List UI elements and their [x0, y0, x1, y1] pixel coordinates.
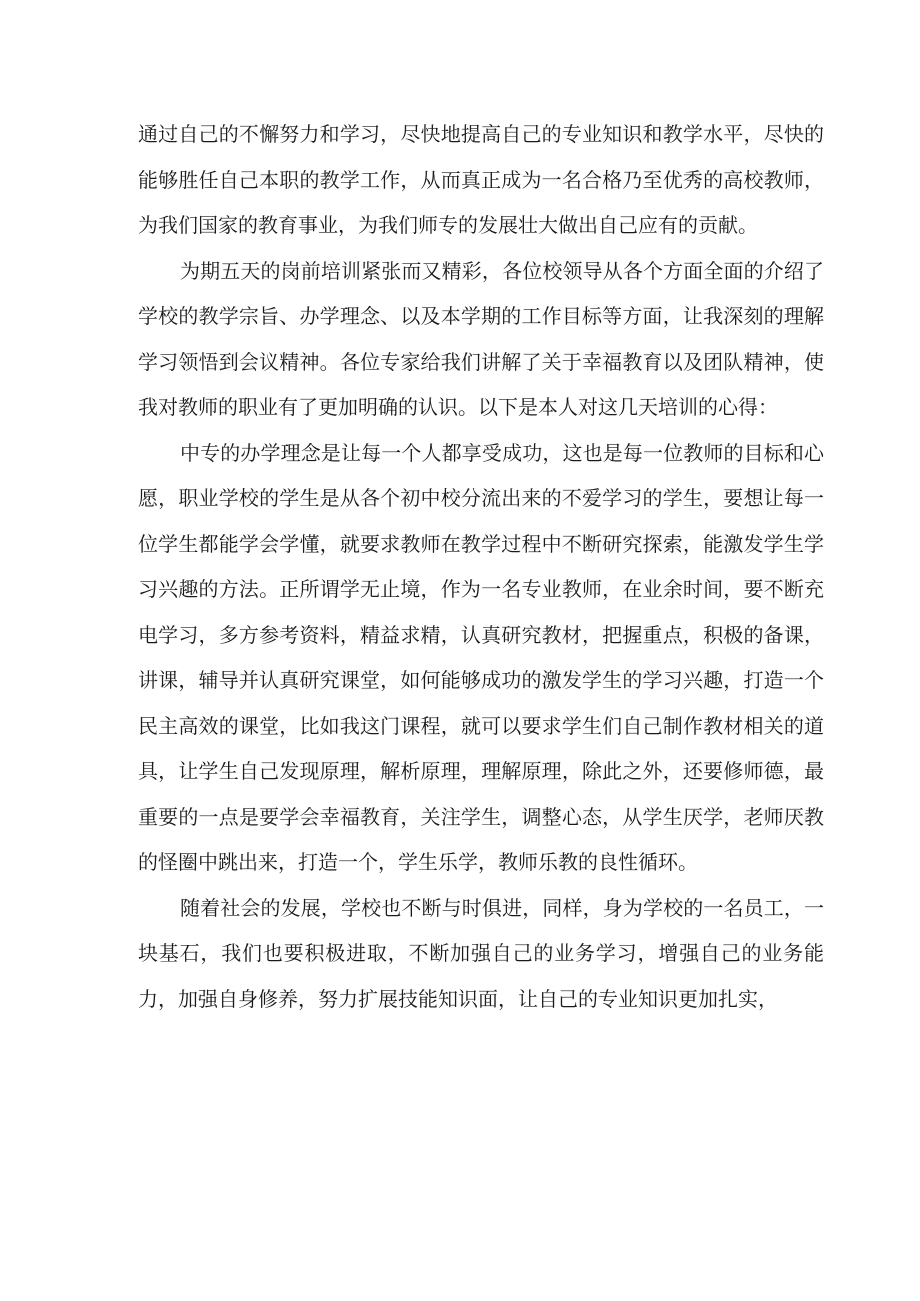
paragraph-continued: 通过自己的不懈努力和学习，尽快地提高自己的专业知识和教学水平，尽快的能够胜任自己本职的教学工作，从而真正成为一名合格乃至优秀的高校教师，为我们国家的教育事业，为我们师专的发展壮大做出自己应有的贡献。: [138, 122, 824, 237]
paragraph-self-improvement: 随着社会的发展，学校也不断与时俱进，同样，身为学校的一名员工，一块基石，我们也要积极进取，不断加强自己的业务学习，增强自己的业务能力，加强自身修养，努力扩展技能知识面，让自己的专业知识更加扎实，: [138, 895, 824, 1011]
paragraph-teaching-philosophy: 中专的办学理念是让每一个人都享受成功，这也是每一位教师的目标和心愿，职业学校的学生是从各个初中校分流出来的不爱学习的学生，要想让每一位学生都能学会学懂，就要求教师在教学过程中不断研究探索，能激发学生学习兴趣的方法。正所谓学无止境，作为一名专业教师，在业余时间，要不断充电学习，多方参考资料，精益求精，认真研究教材，把握重点，积极的备课，讲课，辅导并认真研究课堂，如何能够成功的激发学生的学习兴趣，打造一个民主高效的课堂，比如我这门课程，就可以要求学生们自己制作教材相关的道具，让学生自己发现原理，解析原理，理解原理，除此之外，还要修师德，最重要的一点是要学会幸福教育，关注学生，调整心态，从学生厌学，老师厌教的怪圈中跳出来，打造一个，学生乐学，教师乐教的良性循环。: [138, 440, 824, 874]
document-body: [138, 112, 824, 1022]
paragraph-training-summary: 为期五天的岗前培训紧张而又精彩，各位校领导从各个方面全面的介绍了学校的教学宗旨、办学理念、以及本学期的工作目标等方面，让我深刻的理解学习领悟到会议精神。各位专家给我们讲解了关于幸福教育以及团队精神，使我对教师的职业有了更加明确的认识。以下是本人对这几天培训的心得：: [138, 258, 824, 419]
